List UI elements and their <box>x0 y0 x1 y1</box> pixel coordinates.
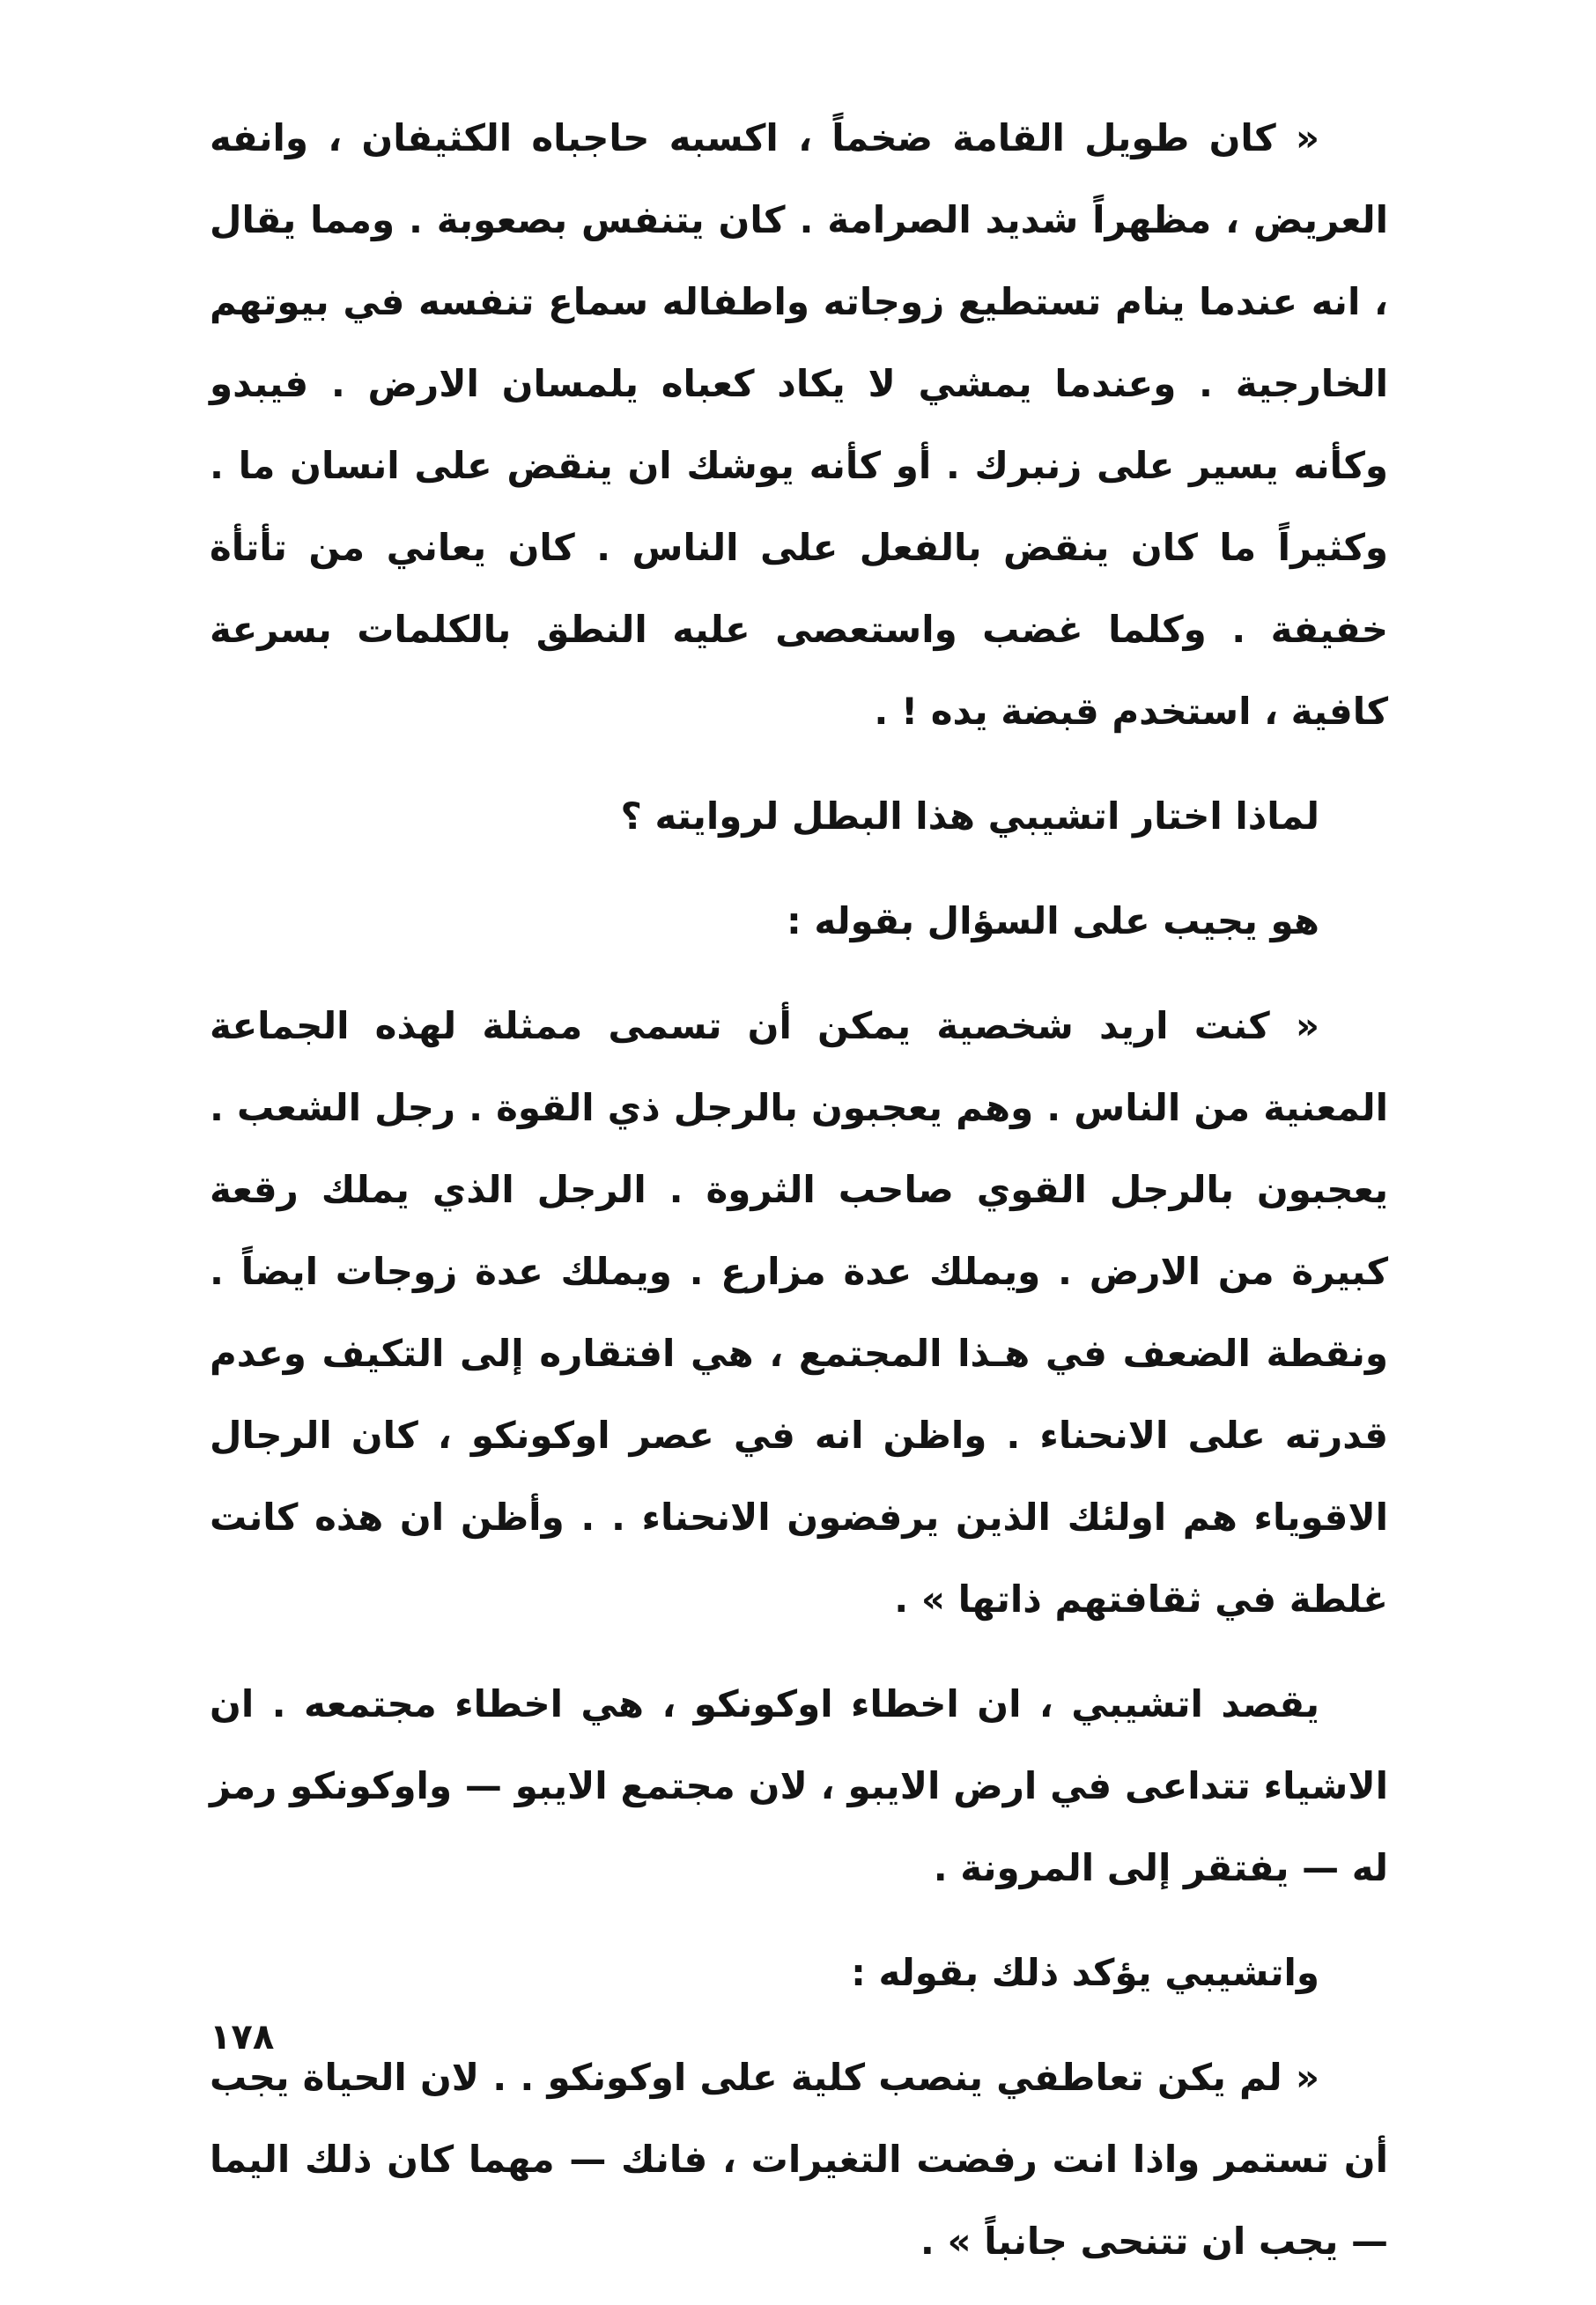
commentary-paragraph: يقصد اتشيبي ، ان اخطاء اوكونكو ، هي اخطاء مجتمعه . ان الاشياء تتداعى في ارض الايبو ، لان مجتمع الايبو — واوكونكو رمز له — يفتقر إلى المرونة . <box>210 1682 1388 1889</box>
answer-intro-paragraph: هو يجيب على السؤال بقوله : <box>787 899 1319 942</box>
confirmation-intro-paragraph: واتشيبي يؤكد ذلك بقوله : <box>851 1951 1319 1994</box>
question-paragraph: لماذا اختار اتشيبي هذا البطل لروايته ؟ <box>620 794 1319 838</box>
page-number: ١٧٨ <box>210 2017 275 2058</box>
page-body-text <box>210 97 1388 2305</box>
quote-paragraph-closing: « لم يكن تعاطفي ينصب كلية على اوكونكو . . لان الحياة يجب أن تستمر واذا انت رفضت التغيرات ، فانك — مهما كان ذلك اليما — يجب ان تتنحى جانباً » . <box>210 2056 1388 2263</box>
quote-paragraph-author: « كنت اريد شخصية يمكن أن تسمى ممثلة لهذه الجماعة المعنية من الناس . وهم يعجبون بالرجل ذي القوة . رجل الشعب . يعجبون بالرجل القوي صاحب الثروة . الرجل الذي يملك رقعة كبيرة من الارض . ويملك عدة مزارع . ويملك عدة زوجات ايضاً . ونقطة الضعف في هـذا المجتمع ، هي افتقاره إلى التكيف وعدم قدرته على الانحناء . واظن انه في عصر اوكونكو ، كان الرجال الاقوياء هم اولئك الذين يرفضون الانحناء . . وأظن ان هذه كانت غلطة في ثقافتهم ذاتها » . <box>210 1004 1388 1621</box>
quote-paragraph-description: « كان طويل القامة ضخماً ، اكسبه حاجباه الكثيفان ، وانفه العريض ، مظهراً شديد الصرامة . كان يتنفس بصعوبة . ومما يقال ، انه عندما ينام تستطيع زوجاته واطفاله سماع تنفسه في بيوتهم الخارجية . وعندما يمشي لا يكاد كعباه يلمسان الارض . فيبدو وكأنه يسير على زنبرك . أو كأنه يوشك ان ينقض على انسان ما . وكثيراً ما كان ينقض بالفعل على الناس . كان يعاني من تأتأة خفيفة . وكلما غضب واستعصى عليه النطق بالكلمات بسرعة كافية ، استخدم قبضة يده ! . <box>210 116 1388 733</box>
